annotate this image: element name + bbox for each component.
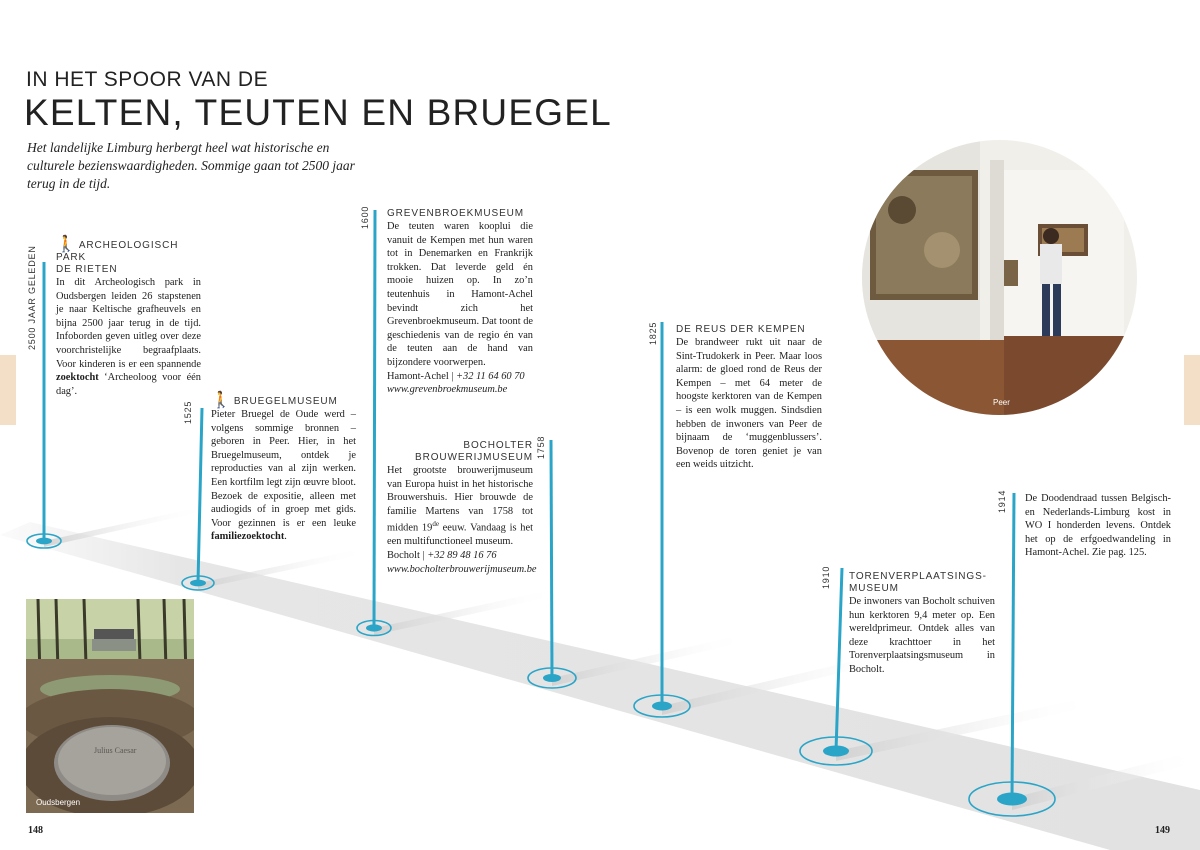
year-label: 1825 xyxy=(648,321,658,345)
pin-shadow xyxy=(44,505,210,547)
walker-icon: 🚶 xyxy=(211,390,232,409)
page-number-left: 148 xyxy=(28,825,43,836)
stop-bocholter xyxy=(387,440,537,576)
page-kicker: IN HET SPOOR VAN DE xyxy=(26,68,269,91)
stop-description: Het grootste brouwerijmuseum van Europa huist in het historische Brouwershuis. Hier brouwde de familie Martens van 1758 tot midden 19de eeuw. Vandaag is het een multifunctioneel museum. xyxy=(387,465,533,548)
pin-pole xyxy=(198,408,202,583)
stop-description: De teuten waren kooplui die vanuit de Kempen met hun waren tot in Denemarken en Frankrijk trokken. Dat leverde geld én mooie huizen op. In zo’n teutenhuis in Hamont-Achel bevindt zich het Grevenbroekmuseum. Dat toont de geschiedenis van de regio én van de teuten aan de hand van bijzondere voorwerpen. xyxy=(387,221,534,368)
intro-text: Het landelijke Limburg herbergt heel wat historische en culturele bezienswaardigheden. Sommige gaan tot 2500 jaar terug in de tijd. xyxy=(27,140,355,191)
pin-pole xyxy=(1012,493,1014,799)
stop-bruegel xyxy=(211,390,356,544)
stop-rieten xyxy=(56,234,201,398)
website-link[interactable]: www.bocholterbrouwerijmuseum.be xyxy=(387,563,537,575)
stop-doodendraad xyxy=(1025,492,1171,560)
stop-title: DE REUS DER KEMPEN xyxy=(676,324,806,335)
stop-description: Pieter Bruegel de Oude werd – volgens sommige bronnen – geboren in Peer. Hier, in het Bruegelmuseum, ontdek je reproducties van al zijn werken. Een kortfilm legt zijn œuvre bloot. Bezoek de expositie, alleen met audiogids of in groep met gids. Voor gezinnen is er een leuke familiezoektocht. xyxy=(211,409,356,543)
website-link[interactable]: www.grevenbroekmuseum.be xyxy=(387,384,508,396)
forest-stone-illustration xyxy=(26,599,194,813)
year-label: 1914 xyxy=(997,489,1007,513)
year-label: 1758 xyxy=(536,435,546,459)
stop-description: De Doodendraad tussen Belgisch- en Nederlands-Limburg kost in WO I honderden levens. Ontdek het op de erfgoedwandeling in Hamont-Achel. Zie pag. 125. xyxy=(1025,493,1171,559)
svg-text:Julius Caesar: Julius Caesar xyxy=(94,746,137,755)
year-label: 2500 JAAR GELEDEN xyxy=(27,245,37,350)
stop-torenverplaatsing xyxy=(849,571,995,677)
stop-description: De brandweer rukt uit naar de Sint-Trudokerk in Peer. Maar loos alarm: de gloed rond de Reus der Kempen – met 64 meter de hoogste kerktoren van de Kempen – is een wolk muggen. Sindsdien hebben de inwoners van Peer de bijnaam de ‘muggenblussers’. Bovenop de toren geniet je van een weids uitzicht. xyxy=(676,337,822,471)
year-label: 1525 xyxy=(183,400,193,424)
stop-title: GREVENBROEKMUSEUM xyxy=(387,208,524,219)
stop-title: BOCHOLTER xyxy=(463,440,533,451)
stop-contact: Hamont-Achel | +32 11 64 60 70 xyxy=(387,370,525,382)
page-number-right: 149 xyxy=(1155,825,1170,836)
stop-grevenbroek xyxy=(387,208,533,397)
stop-contact: Bocholt | +32 89 48 16 76 xyxy=(387,550,497,562)
photo-oudsbergen xyxy=(26,599,194,813)
stop-title: 🚶 BRUEGELMUSEUM xyxy=(211,390,338,409)
museum-interior-illustration xyxy=(862,140,1137,415)
year-label: 1910 xyxy=(821,565,831,589)
page-title: KELTEN, TEUTEN EN BRUEGEL xyxy=(24,92,612,133)
stop-reus xyxy=(676,324,822,472)
stop-description: In dit Archeologisch park in Oudsbergen leiden 26 stapstenen je naar Keltische grafheuvels en bijna 2500 jaar terug in de tijd. Infoborden geven uitleg over deze voorchristelijke begraafplaats. Voor kinderen is er een spannende zoektocht ‘Archeoloog voor één dag’. xyxy=(56,277,201,397)
photo-caption: Oudsbergen xyxy=(36,798,81,807)
stop-title-line2: BROUWERIJMUSEUM xyxy=(415,452,533,463)
stop-title-line2: MUSEUM xyxy=(849,583,899,594)
photo-caption: Peer xyxy=(993,398,1010,407)
walker-icon: 🚶 xyxy=(56,234,77,253)
year-label: 1600 xyxy=(360,205,370,229)
stop-description: De inwoners van Bocholt schuiven hun kerktoren 9,4 meter op. Een wereldprimeur. Ontdek alles van deze krachttoer in het Torenverplaatsingsmuseum in Bocholt. xyxy=(849,596,995,675)
stop-title: TORENVERPLAATSINGS- xyxy=(849,571,987,582)
stop-title-line2: DE RIETEN xyxy=(56,264,118,275)
stop-title: 🚶 ARCHEOLOGISCH PARK xyxy=(56,234,179,263)
pin-pole xyxy=(551,440,552,678)
photo-peer xyxy=(862,140,1137,415)
pin-pole xyxy=(374,210,375,628)
